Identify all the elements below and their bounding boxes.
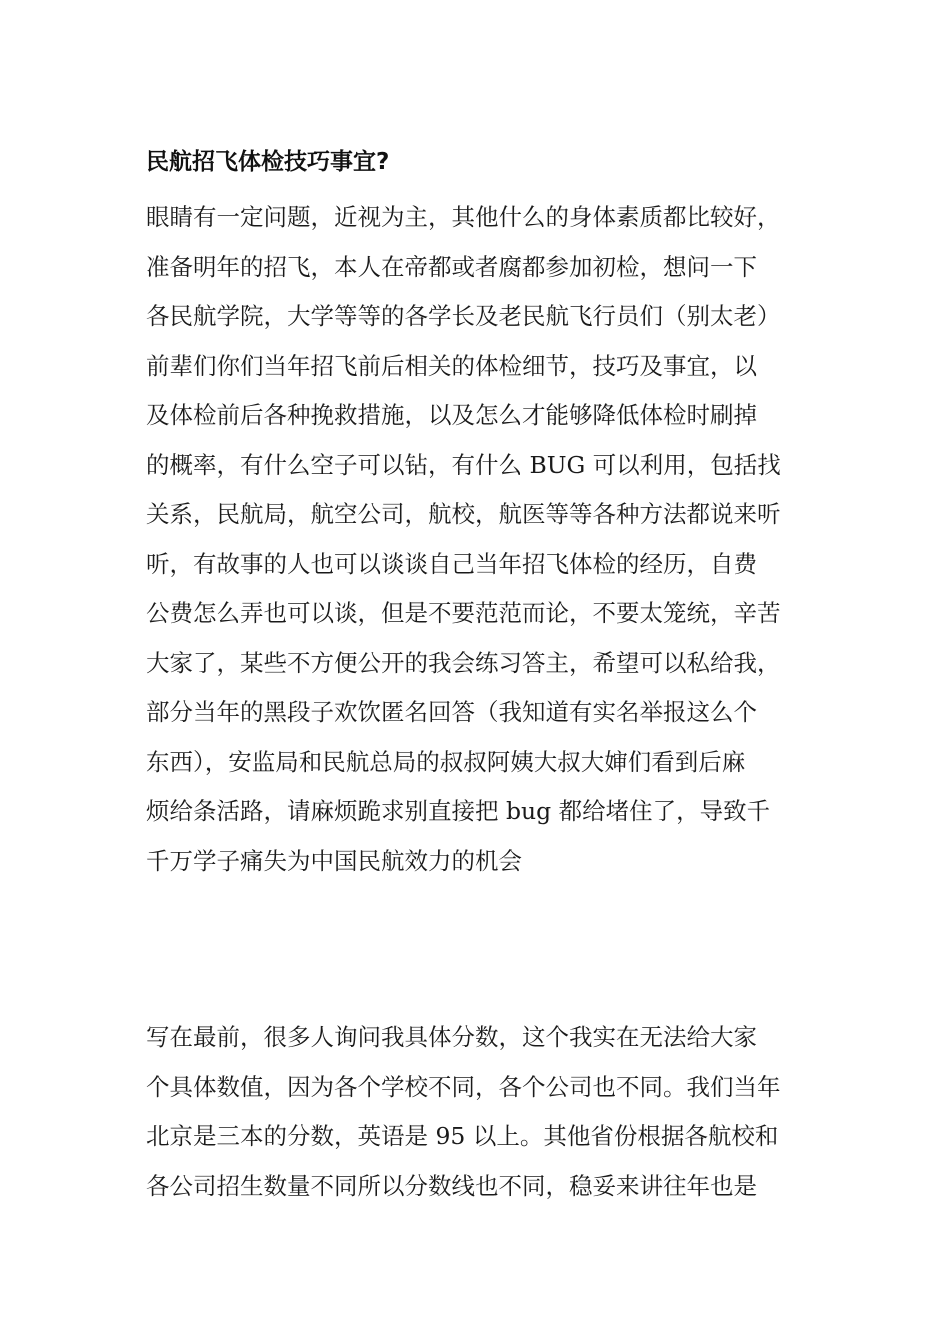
document-title: 民航招飞体检技巧事宜? [146, 149, 390, 175]
text-line: 眼睛有一定问题，近视为主，其他什么的身体素质都比较好， [146, 203, 781, 231]
text-line: 烦给条活路，请麻烦跪求别直接把 bug 都给堵住了，导致千 [146, 797, 771, 825]
text-line: 公费怎么弄也可以谈，但是不要范范而论，不要太笼统，辛苦 [146, 599, 781, 627]
text-line: 准备明年的招飞，本人在帝都或者腐都参加初检，想问一下 [146, 252, 757, 281]
text-line: 的概率，有什么空子可以钻，有什么 BUG 可以利用，包括找 [146, 450, 781, 479]
text-line: 各民航学院，大学等等的各学长及老民航飞行员们（别太老） [146, 302, 781, 330]
text-line: 部分当年的黑段子欢饮匿名回答（我知道有实名举报这么个 [146, 698, 757, 726]
text-line: 前辈们你们当年招飞前后相关的体检细节，技巧及事宜，以 [146, 351, 757, 380]
text-line: 听，有故事的人也可以谈谈自己当年招飞体检的经历，自费 [146, 549, 757, 578]
text-line: 千万学子痛失为中国民航效力的机会 [146, 846, 522, 875]
text-line: 及体检前后各种挽救措施，以及怎么才能够降低体检时刷掉 [146, 401, 757, 429]
text-line: 北京是三本的分数，英语是 95 以上。其他省份根据各航校和 [146, 1122, 779, 1150]
text-line: 写在最前，很多人询问我具体分数，这个我实在无法给大家 [146, 1023, 757, 1051]
answer-paragraph [146, 1013, 781, 1211]
text-line: 东西），安监局和民航总局的叔叔阿姨大叔大婶们看到后麻 [146, 747, 746, 776]
text-line: 个具体数值，因为各个学校不同，各个公司也不同。我们当年 [146, 1072, 781, 1101]
question-paragraph [146, 193, 781, 886]
text-line: 各公司招生数量不同所以分数线也不同，稳妥来讲往年也是 [146, 1171, 757, 1200]
text-line: 大家了，某些不方便公开的我会练习答主，希望可以私给我， [146, 648, 781, 677]
text-line: 关系，民航局，航空公司，航校，航医等等各种方法都说来听 [146, 500, 781, 528]
